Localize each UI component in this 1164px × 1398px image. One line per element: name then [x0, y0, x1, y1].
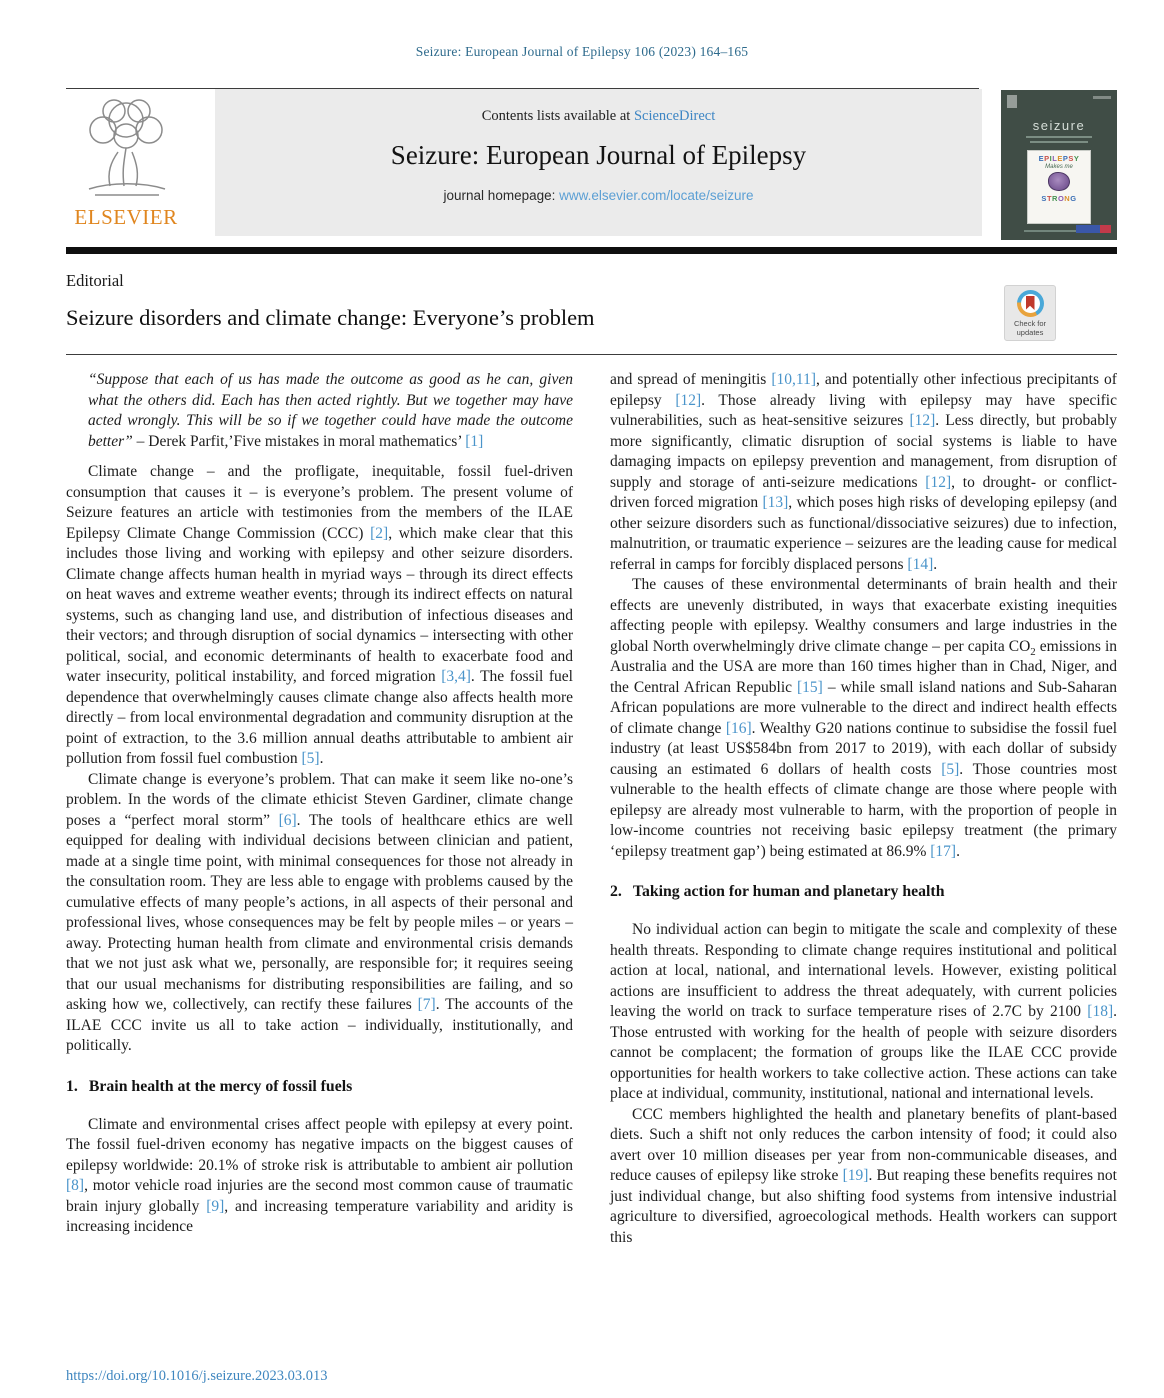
reference-link[interactable]: [17] — [930, 842, 957, 860]
reference-link[interactable]: [2] — [370, 524, 389, 542]
reference-link[interactable]: [15] — [797, 678, 823, 696]
reference-link[interactable]: [3,4] — [441, 668, 471, 685]
homepage-line — [215, 188, 982, 203]
body-paragraph: and spread of meningitis [10,11], and potentially other infectious precipitants of epilepsy [12]. Those already living with epilepsy may have specific vulnerabilities, such as heat-sensitive seizures [12]. Less directly, but probably more significantly, climatic disruption of social systems is liable to have damaging impacts on epilepsy prevention and management, from disruption of supply and storage of anti-seizure medications [12], to drought- or conflict-driven forced migration [13], which poses high risks of developing epilepsy (and other seizure disorders such as functional/dissociative seizures) due to infection, malnutrition, or traumatic experience – seizures are the leading cause for medical referral in camps for forcibly displaced persons [14]. — [610, 371, 1118, 573]
homepage-prefix: journal homepage: — [443, 188, 560, 203]
journal-title: Seizure: European Journal of Epilepsy — [390, 140, 807, 170]
reference-link[interactable]: [8] — [66, 1177, 85, 1194]
journal-header-band — [215, 89, 982, 236]
journal-citation: Seizure: European Journal of Epilepsy 106 (2023) 164–165 — [415, 44, 749, 59]
reference-link[interactable]: [7] — [417, 996, 436, 1013]
cover-drawing-makes-me: Makes me — [1045, 164, 1073, 170]
reference-link[interactable]: [14] — [907, 555, 934, 573]
elsevier-tree-icon — [69, 92, 183, 200]
body-paragraph: No individual action can begin to mitigate the scale and complexity of these health threats. Responding to climate change requires institutional and political action at local, national, and international levels. However, existing political actions are insufficient to address the threat adequately, with current policies leaving the world on track to surface temperature rises of 2.7C by 2100 [18]. Those entrusted with working for the health of people with seizure disorders cannot be complacent; the formation of groups like the ILAE CCC provide opportunities for health workers to take collective action. These actions can take place at individual, community, institutional, national and international levels. — [610, 921, 1117, 1102]
sciencedirect-link[interactable]: ScienceDirect — [633, 108, 716, 124]
cover-drawing-word-strong: STRONG — [1041, 194, 1077, 203]
reference-link[interactable]: [18] — [1087, 1003, 1114, 1020]
reference-link[interactable]: [16] — [725, 719, 752, 737]
cover-drawing-word-epilepsy: EPILEPSY — [1038, 154, 1080, 163]
brain-drawing-icon — [1048, 172, 1070, 191]
elsevier-logo[interactable] — [64, 92, 188, 230]
journal-cover-thumbnail[interactable] — [1001, 90, 1117, 240]
reference-link[interactable]: [19] — [842, 1167, 869, 1184]
reference-link[interactable]: [12] — [675, 391, 702, 409]
doi-link[interactable]: https://doi.org/10.1016/j.seizure.2023.03.013 — [66, 1368, 328, 1384]
reference-link[interactable]: [13] — [762, 494, 789, 511]
cover-publisher-mark — [1007, 95, 1017, 108]
reference-link[interactable]: [10,11] — [771, 371, 816, 388]
reference-link[interactable]: [5] — [941, 760, 960, 778]
elsevier-wordmark: ELSEVIER — [74, 205, 178, 229]
check-updates-label: Check for updates — [1013, 319, 1047, 337]
left-column — [66, 370, 573, 1248]
contents-prefix: Contents lists available at — [481, 108, 634, 124]
body-paragraph: The causes of these environmental determinants of brain health and their effects are unevenly distributed, in ways that exacerbate existing inequities affecting people with epilepsy. Wealthy consumers and large industries in the global North overwhelmingly drive climate change – per capita $CO_2$ emissions in Australia and the USA are more than 160 times higher than in Chad, Niger, and the Central African Republic [15] – while small island nations and Sub-Saharan African populations are more vulnerable to the direct and indirect health effects of climate change [16]. Wealthy G20 nations continue to subsidise the fossil fuel industry (at least US$584bn from 2017 to 2019), with each dollar of subsidy causing an estimated 6 dollars of health costs [5]. Those countries most vulnerable to the health effects of climate change are those where people with epilepsy are already most vulnerable to harm, with the proportion of people in low-income countries not receiving basic epilepsy treatment (the primary ‘epilepsy treatment gap’) being estimated at 86.9% [17]. — [610, 576, 1118, 860]
cover-subtitle-bar — [1026, 136, 1092, 138]
body-paragraph: Climate and environmental crises affect people with epilepsy at every point. The fossil fuel-driven economy has negative impacts on the biggest causes of epilepsy worldwide: 20.1% of stroke risk is attributable to ambient air pollution [8], motor vehicle road injuries are the second most common cause of traumatic brain injury globally [9], and increasing temperature variability and aridity is increasing incidence — [66, 1115, 574, 1235]
homepage-link[interactable]: www.elsevier.com/locate/seizure — [559, 188, 754, 203]
title-divider — [66, 354, 1117, 355]
check-updates-badge[interactable] — [1004, 285, 1056, 341]
body-paragraph: Climate change is everyone’s problem. That can make it seem like no-one’s problem. In the words of the climate ethicist Steven Gardiner, climate change poses a “perfect moral storm” [6]. The tools of healthcare ethics are well equipped for dealing with individual decisions between clinician and patient, made at a single time point, with minimal consequences for those not already in the consultation room. They are less able to engage with problems caused by the cumulative effects of many people’s actions, in all aspects of their personal and professional lives, whose consequences may be felt by people miles – or years – away. Protecting human health from climate and environmental crisis demands that we not just ask what we, personally, are responsible for; it requires seeing that our usual mechanisms for distributing responsibilities are failing, and so asking how we, collectively, can rectify these failures [7]. The accounts of the ILAE CCC invite us all to take action – individually, institutionally, and politically. — [66, 770, 574, 1054]
reference-link[interactable]: [6] — [278, 811, 297, 829]
reference-link[interactable]: [9] — [206, 1197, 225, 1215]
body-paragraph: CCC members highlighted the health and planetary benefits of plant-based diets. Such a shift not only reduces the carbon intensity of food; it could also avert over 10 million diseases per year from non-communicable diseases, and reduce causes of epilepsy like stroke [19]. But reaping these benefits requires not just individual change, but also shifting food systems from intensive industrial agriculture to diversified, agroecological methods. Health workers can support this — [610, 1105, 1117, 1246]
cover-child-drawing — [1027, 150, 1091, 224]
cover-issn-mark — [1093, 96, 1111, 99]
reference-link[interactable]: [12] — [909, 412, 936, 429]
cover-masthead: seizure — [1032, 118, 1086, 133]
crossmark-icon — [1017, 290, 1044, 317]
article-body — [66, 370, 1117, 1248]
header-black-bar — [66, 247, 1117, 254]
article-title: Seizure disorders and climate change: Everyone’s problem — [66, 305, 595, 330]
reference-link[interactable]: [12] — [925, 473, 952, 491]
reference-link[interactable]: [5] — [301, 750, 320, 767]
reference-link[interactable]: [1] — [465, 432, 484, 450]
section-heading: 2. Taking action for human and planetary health — [610, 883, 945, 900]
right-column — [610, 370, 1117, 1248]
section-heading: 1. Brain health at the mercy of fossil fuels — [66, 1077, 353, 1095]
bookmark-icon — [1026, 296, 1035, 310]
article-type-label: Editorial — [66, 271, 124, 290]
cover-society-logo — [1076, 225, 1111, 233]
cover-subtitle-bar — [1030, 141, 1088, 143]
body-paragraph: Climate change – and the profligate, inequitable, fossil fuel-driven consumption that causes it – is everyone’s problem. The present volume of Seizure features an article with testimonies from the members of the ILAE Epilepsy Climate Change Commission (CCC) [2], which make clear that this includes those living and working with epilepsy and other seizure disorders. Climate change affects human health in myriad ways – through its direct effects on heat waves and extreme weather events; through its indirect effects on natural systems, such as changing land use, and distribution of infectious diseases and their vectors; and through disruption of social dynamics – intersecting with other political, social, and economic determinants of health to exacerbate food and water insecurity, political instability, and forced migration [3,4]. The fossil fuel dependence that overwhelmingly causes climate change also affects health more directly – from local environmental degradation and community disruption at the point of extraction, to the 3.6 million annual deaths attributable to ambient air pollution from fossil fuel combustion [5]. — [66, 463, 573, 767]
epigraph-quote: “Suppose that each of us has made the outcome as good as he can, given what the others did. Each has then acted rightly. But we together may have acted wrongly. This will be so if we together could have made the outcome better” – Derek Parfit,’Five mistakes in moral mathematics’ [1] — [88, 371, 573, 450]
contents-line — [215, 108, 982, 125]
